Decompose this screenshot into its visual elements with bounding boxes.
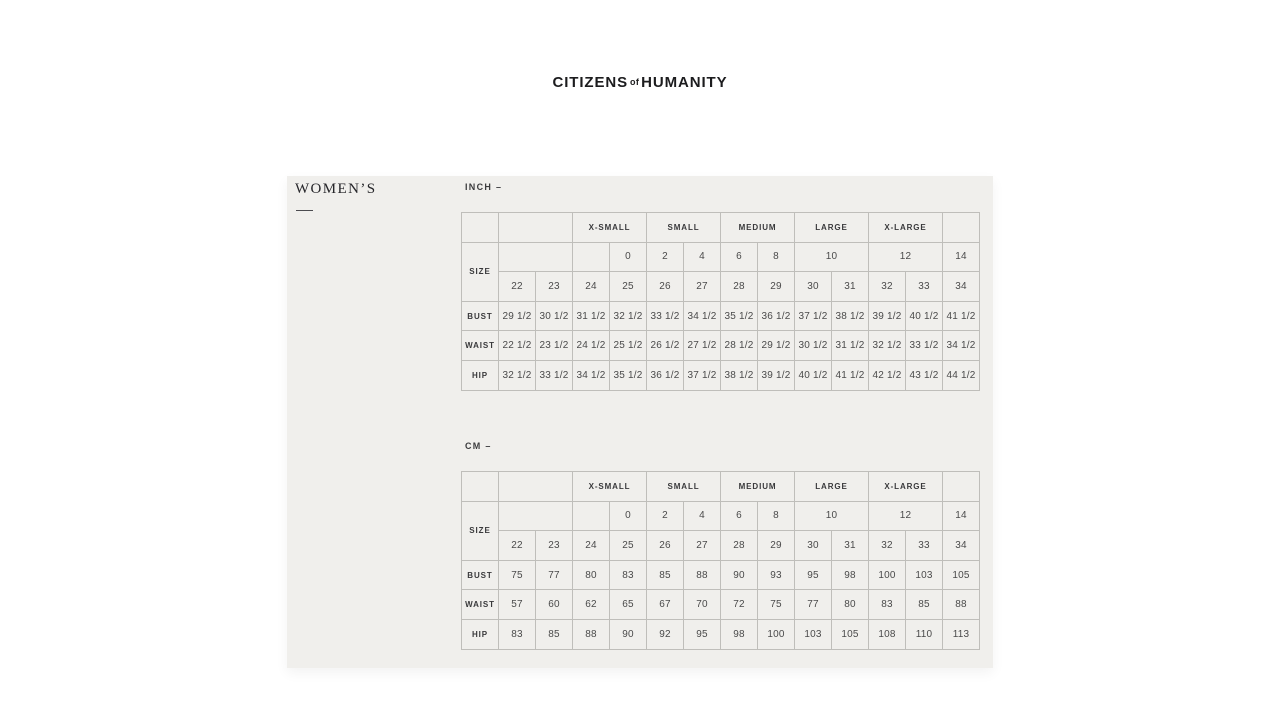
measure-row-label: WAIST (462, 590, 499, 620)
measure-value-cell: 24 1/2 (573, 331, 610, 361)
us-size-cell: 4 (684, 242, 721, 272)
measure-value-cell: 35 1/2 (721, 301, 758, 331)
measure-value-cell: 36 1/2 (758, 301, 795, 331)
cm-size-table (461, 471, 980, 650)
numeric-size-cell: 32 (869, 272, 906, 302)
size-row-label: SIZE (462, 242, 499, 301)
measure-value-cell: 43 1/2 (906, 360, 943, 390)
measure-value-cell: 32 1/2 (610, 301, 647, 331)
numeric-size-cell: 24 (573, 272, 610, 302)
us-size-cell: 10 (795, 242, 869, 272)
size-group-header: LARGE (795, 472, 869, 502)
measure-value-cell: 37 1/2 (684, 360, 721, 390)
brand-logo-of: of (630, 77, 640, 87)
womens-section-title: WOMEN’S (295, 181, 377, 197)
us-size-cell: 10 (795, 501, 869, 531)
numeric-size-cell: 33 (906, 531, 943, 561)
size-group-header: X-SMALL (573, 213, 647, 243)
measure-value-cell: 100 (758, 619, 795, 649)
section-underline (296, 210, 313, 211)
empty-cell (573, 501, 610, 531)
measure-value-cell: 34 1/2 (573, 360, 610, 390)
us-size-cell: 14 (943, 501, 980, 531)
measure-value-cell: 83 (499, 619, 536, 649)
measure-value-cell: 103 (795, 619, 832, 649)
brand-logo (0, 74, 1280, 91)
measure-value-cell: 92 (647, 619, 684, 649)
numeric-size-cell: 23 (536, 272, 573, 302)
numeric-size-cell: 29 (758, 531, 795, 561)
numeric-size-cell: 31 (832, 531, 869, 561)
numeric-size-cell: 31 (832, 272, 869, 302)
measure-value-cell: 65 (610, 590, 647, 620)
measure-value-cell: 85 (647, 560, 684, 590)
brand-logo-humanity: HUMANITY (641, 74, 728, 91)
measure-value-cell: 26 1/2 (647, 331, 684, 361)
measure-value-cell: 31 1/2 (832, 331, 869, 361)
us-size-cell: 8 (758, 242, 795, 272)
measure-value-cell: 88 (943, 590, 980, 620)
measure-value-cell: 41 1/2 (943, 301, 980, 331)
inch-unit-label: INCH – (465, 182, 503, 192)
measure-value-cell: 40 1/2 (795, 360, 832, 390)
us-size-cell: 2 (647, 242, 684, 272)
measure-row-label: HIP (462, 360, 499, 390)
size-group-header: SMALL (647, 213, 721, 243)
measure-value-cell: 30 1/2 (536, 301, 573, 331)
measure-value-cell: 42 1/2 (869, 360, 906, 390)
measure-value-cell: 31 1/2 (573, 301, 610, 331)
measure-value-cell: 44 1/2 (943, 360, 980, 390)
numeric-size-cell: 27 (684, 272, 721, 302)
numeric-size-cell: 27 (684, 531, 721, 561)
empty-cell (499, 501, 573, 531)
us-size-cell: 12 (869, 501, 943, 531)
measure-value-cell: 75 (758, 590, 795, 620)
empty-cell (943, 213, 980, 243)
numeric-size-cell: 30 (795, 272, 832, 302)
measure-value-cell: 39 1/2 (758, 360, 795, 390)
size-row-label: SIZE (462, 501, 499, 560)
numeric-size-cell: 24 (573, 531, 610, 561)
measure-value-cell: 36 1/2 (647, 360, 684, 390)
measure-value-cell: 88 (573, 619, 610, 649)
measure-value-cell: 33 1/2 (906, 331, 943, 361)
size-chart-panel (287, 176, 993, 668)
size-group-header: X-LARGE (869, 213, 943, 243)
numeric-size-cell: 26 (647, 531, 684, 561)
size-group-header: X-SMALL (573, 472, 647, 502)
measure-value-cell: 23 1/2 (536, 331, 573, 361)
measure-value-cell: 85 (906, 590, 943, 620)
measure-value-cell: 41 1/2 (832, 360, 869, 390)
measure-value-cell: 29 1/2 (758, 331, 795, 361)
measure-value-cell: 98 (832, 560, 869, 590)
us-size-cell: 6 (721, 501, 758, 531)
measure-value-cell: 32 1/2 (499, 360, 536, 390)
measure-value-cell: 38 1/2 (721, 360, 758, 390)
us-size-cell: 0 (610, 242, 647, 272)
measure-value-cell: 83 (610, 560, 647, 590)
measure-value-cell: 38 1/2 (832, 301, 869, 331)
measure-value-cell: 29 1/2 (499, 301, 536, 331)
numeric-size-cell: 32 (869, 531, 906, 561)
empty-cell (943, 472, 980, 502)
us-size-cell: 2 (647, 501, 684, 531)
measure-value-cell: 100 (869, 560, 906, 590)
us-size-cell: 4 (684, 501, 721, 531)
us-size-cell: 14 (943, 242, 980, 272)
measure-value-cell: 34 1/2 (684, 301, 721, 331)
measure-row-label: BUST (462, 301, 499, 331)
measure-value-cell: 90 (721, 560, 758, 590)
measure-value-cell: 22 1/2 (499, 331, 536, 361)
size-group-header: X-LARGE (869, 472, 943, 502)
numeric-size-cell: 28 (721, 272, 758, 302)
measure-value-cell: 88 (684, 560, 721, 590)
measure-value-cell: 108 (869, 619, 906, 649)
measure-value-cell: 37 1/2 (795, 301, 832, 331)
measure-value-cell: 28 1/2 (721, 331, 758, 361)
measure-value-cell: 105 (943, 560, 980, 590)
measure-value-cell: 90 (610, 619, 647, 649)
numeric-size-cell: 34 (943, 272, 980, 302)
measure-value-cell: 77 (795, 590, 832, 620)
empty-cell (573, 242, 610, 272)
measure-value-cell: 98 (721, 619, 758, 649)
measure-value-cell: 32 1/2 (869, 331, 906, 361)
numeric-size-cell: 22 (499, 272, 536, 302)
numeric-size-cell: 34 (943, 531, 980, 561)
measure-value-cell: 34 1/2 (943, 331, 980, 361)
measure-value-cell: 103 (906, 560, 943, 590)
measure-value-cell: 80 (573, 560, 610, 590)
measure-value-cell: 30 1/2 (795, 331, 832, 361)
numeric-size-cell: 23 (536, 531, 573, 561)
us-size-cell: 6 (721, 242, 758, 272)
measure-value-cell: 72 (721, 590, 758, 620)
numeric-size-cell: 25 (610, 531, 647, 561)
measure-value-cell: 93 (758, 560, 795, 590)
inch-size-table (461, 212, 980, 391)
measure-value-cell: 85 (536, 619, 573, 649)
measure-value-cell: 67 (647, 590, 684, 620)
measure-value-cell: 33 1/2 (536, 360, 573, 390)
measure-value-cell: 83 (869, 590, 906, 620)
measure-value-cell: 25 1/2 (610, 331, 647, 361)
us-size-cell: 0 (610, 501, 647, 531)
size-group-header: LARGE (795, 213, 869, 243)
measure-value-cell: 33 1/2 (647, 301, 684, 331)
numeric-size-cell: 26 (647, 272, 684, 302)
measure-value-cell: 57 (499, 590, 536, 620)
measure-value-cell: 39 1/2 (869, 301, 906, 331)
measure-value-cell: 60 (536, 590, 573, 620)
measure-value-cell: 110 (906, 619, 943, 649)
measure-value-cell: 77 (536, 560, 573, 590)
cm-unit-label: CM – (465, 441, 492, 451)
empty-cell (462, 472, 499, 502)
measure-value-cell: 80 (832, 590, 869, 620)
size-group-header: MEDIUM (721, 213, 795, 243)
us-size-cell: 8 (758, 501, 795, 531)
measure-value-cell: 70 (684, 590, 721, 620)
numeric-size-cell: 25 (610, 272, 647, 302)
empty-cell (499, 213, 573, 243)
measure-row-label: HIP (462, 619, 499, 649)
measure-value-cell: 27 1/2 (684, 331, 721, 361)
measure-value-cell: 105 (832, 619, 869, 649)
measure-value-cell: 113 (943, 619, 980, 649)
empty-cell (499, 472, 573, 502)
empty-cell (462, 213, 499, 243)
measure-value-cell: 40 1/2 (906, 301, 943, 331)
empty-cell (499, 242, 573, 272)
numeric-size-cell: 29 (758, 272, 795, 302)
size-group-header: MEDIUM (721, 472, 795, 502)
brand-logo-citizens: CITIZENS (552, 74, 629, 91)
measure-row-label: BUST (462, 560, 499, 590)
measure-value-cell: 62 (573, 590, 610, 620)
numeric-size-cell: 33 (906, 272, 943, 302)
measure-value-cell: 95 (795, 560, 832, 590)
us-size-cell: 12 (869, 242, 943, 272)
numeric-size-cell: 30 (795, 531, 832, 561)
measure-row-label: WAIST (462, 331, 499, 361)
measure-value-cell: 35 1/2 (610, 360, 647, 390)
measure-value-cell: 95 (684, 619, 721, 649)
numeric-size-cell: 22 (499, 531, 536, 561)
measure-value-cell: 75 (499, 560, 536, 590)
numeric-size-cell: 28 (721, 531, 758, 561)
size-group-header: SMALL (647, 472, 721, 502)
